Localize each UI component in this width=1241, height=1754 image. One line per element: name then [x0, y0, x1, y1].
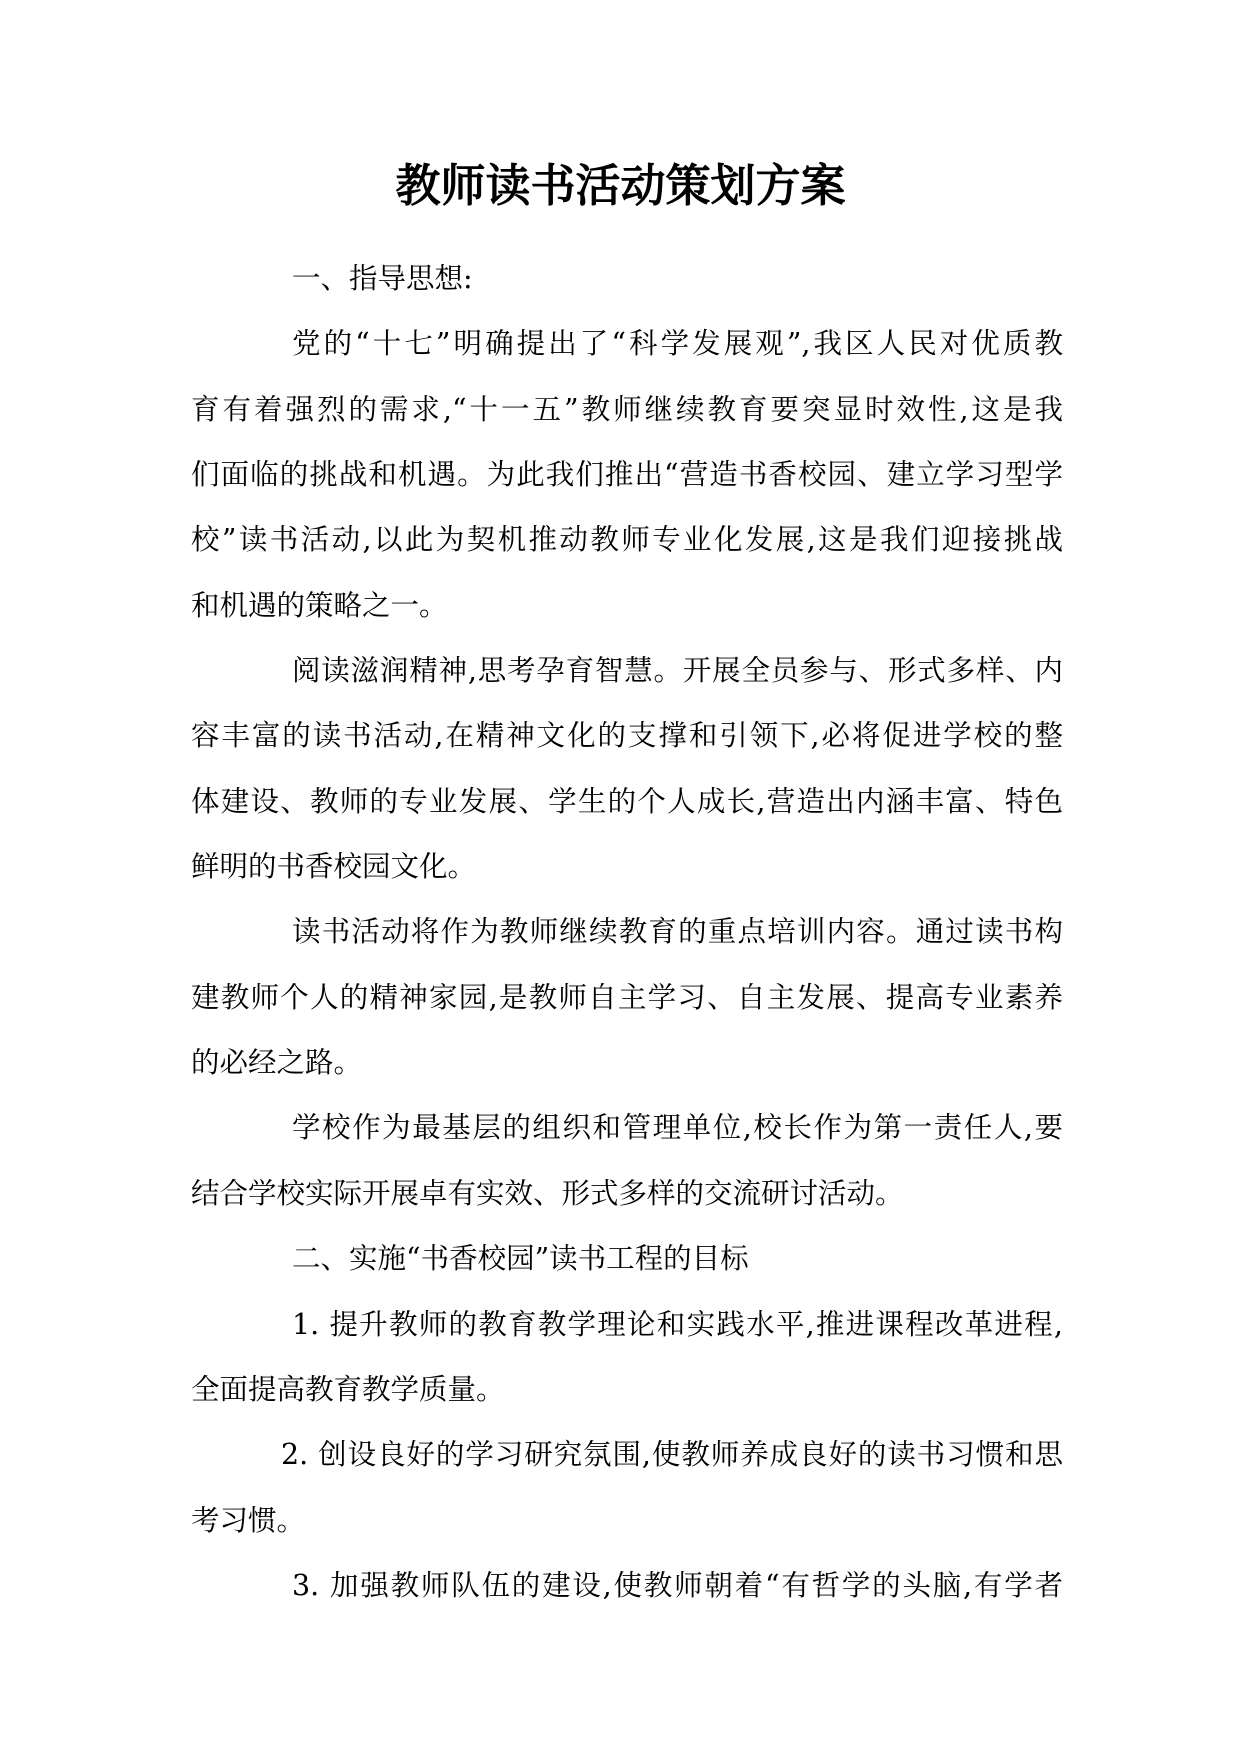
list-item [191, 1422, 1063, 1553]
list-item-line: 全面提高教育教学质量。 [191, 1372, 505, 1406]
section-goals [191, 1226, 1063, 1618]
paragraph-line: 育有着强烈的需求,“十一五”教师继续教育要突显时效性,这是我 [191, 392, 1063, 426]
paragraph [191, 311, 1063, 638]
paragraph [191, 899, 1063, 1095]
list-item-line: 1. 提升教师的教育教学理论和实践水平,推进课程改革进程, [292, 1307, 1063, 1341]
paragraph [191, 638, 1063, 899]
page-title: 教师读书活动策划方案 [395, 159, 846, 212]
section-guiding-ideology [191, 246, 1063, 1226]
list-item [191, 1292, 1063, 1423]
paragraph-line: 鲜明的书香校园文化。 [191, 850, 477, 884]
section-heading: 一、指导思想: [292, 262, 473, 295]
paragraph-line: 读书活动将作为教师继续教育的重点培训内容。通过读书构 [292, 915, 1063, 949]
paragraph-line: 学校作为最基层的组织和管理单位,校长作为第一责任人,要 [292, 1111, 1063, 1145]
list-item [191, 1553, 1063, 1618]
paragraph-line: 容丰富的读书活动,在精神文化的支撑和引领下,必将促进学校的整 [191, 719, 1063, 753]
paragraph [191, 1095, 1063, 1226]
paragraph-line: 阅读滋润精神,思考孕育智慧。开展全员参与、形式多样、内 [292, 654, 1063, 688]
document-body [191, 246, 1063, 1618]
list-item-line: 考习惯。 [191, 1503, 306, 1537]
paragraph-line: 结合学校实际开展卓有实效、形式多样的交流研讨活动。 [191, 1176, 904, 1210]
paragraph-line: 体建设、教师的专业发展、学生的个人成长,营造出内涵丰富、特色 [191, 784, 1063, 818]
list-item-line: 2. 创设良好的学习研究氛围,使教师养成良好的读书习惯和思 [281, 1438, 1063, 1472]
section-heading: 二、实施“书香校园”读书工程的目标 [292, 1242, 749, 1276]
paragraph-line: 们面临的挑战和机遇。为此我们推出“营造书香校园、建立学习型学 [191, 458, 1063, 492]
paragraph-line: 建教师个人的精神家园,是教师自主学习、自主发展、提高专业素养 [191, 980, 1063, 1014]
paragraph-line: 和机遇的策略之一。 [191, 588, 448, 622]
paragraph-line: 的必经之路。 [191, 1046, 363, 1080]
list-item-line: 3. 加强教师队伍的建设,使教师朝着“有哲学的头脑,有学者 [292, 1568, 1063, 1602]
paragraph-line: 党的“十七”明确提出了“科学发展观”,我区人民对优质教 [292, 327, 1063, 361]
paragraph-line: 校”读书活动,以此为契机推动教师专业化发展,这是我们迎接挑战 [191, 523, 1063, 557]
